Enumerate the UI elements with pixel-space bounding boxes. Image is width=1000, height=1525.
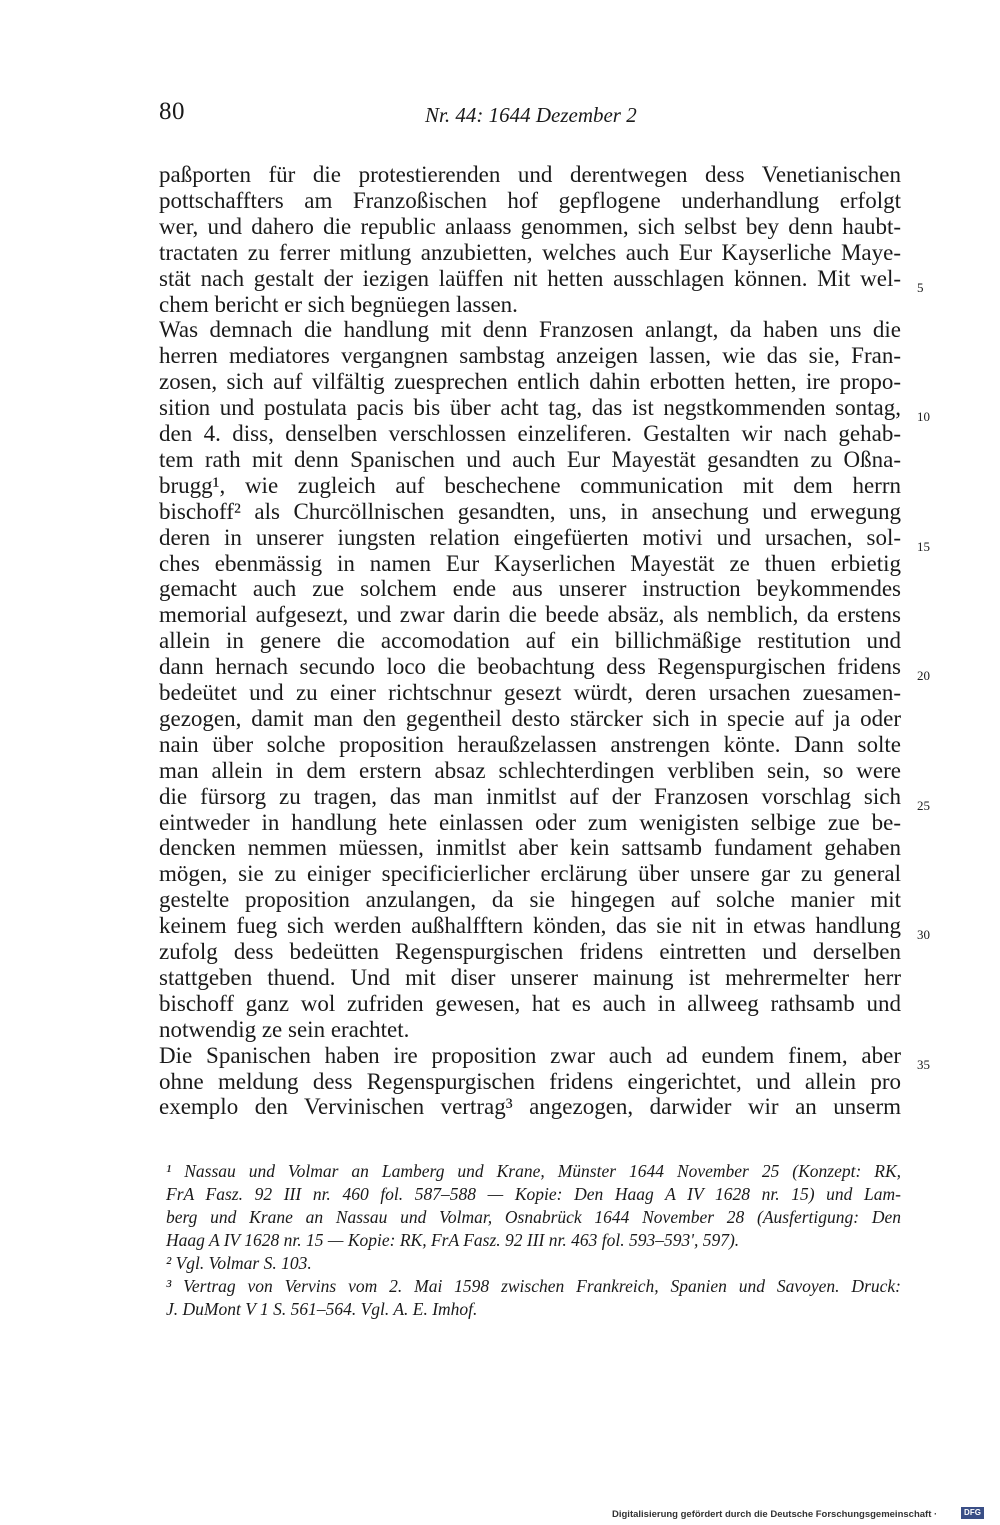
body-line: bischoff ganz wol zufriden gewesen, hat es auch in allweeg rathsamb und bbox=[159, 991, 901, 1016]
body-line: gezogen, damit man den gegentheil desto stärcker sich in specie auf ja oder bbox=[159, 706, 901, 731]
footnote-line: ³ Vertrag von Vervins vom 2. Mai 1598 zwischen Frankreich, Spanien und Savoyen. Druck: bbox=[166, 1276, 901, 1296]
footnote-line: J. DuMont V 1 S. 561–564. Vgl. A. E. Imhof. bbox=[166, 1299, 478, 1319]
margin-line-number: 10 bbox=[917, 409, 930, 424]
body-line: ohne meldung dess Regenspurgischen fridens eingerichtet, und allein pro bbox=[159, 1069, 901, 1094]
body-line: zosen, sich auf vilfältig zuesprechen entlich dahin erbotten hetten, ire propo- bbox=[159, 369, 901, 394]
footnote-line: FrA Fasz. 92 III nr. 460 fol. 587–588 — Kopie: Den Haag A IV 1628 nr. 15) und Lam- bbox=[166, 1184, 901, 1204]
body-line: Die Spanischen haben ire proposition zwar auch ad eundem finem, aber bbox=[159, 1043, 901, 1068]
body-line: notwendig ze sein erachtet. bbox=[159, 1017, 410, 1042]
body-line: herren mediatores vergangnen sambstag anzeigen lassen, wie das sie, Fran- bbox=[159, 343, 901, 368]
body-line: brugg¹, wie zugleich auf beschechene communication mit dem herrn bbox=[159, 473, 901, 498]
body-line: gemacht auch zue solchem ende aus unserer instruction beykommendes bbox=[159, 576, 901, 601]
body-line: deren in unserer iungsten relation eingefüerten motivi und ursachen, sol- bbox=[159, 525, 901, 550]
footnote-line: Haag A IV 1628 nr. 15 — Kopie: RK, FrA Fasz. 92 III nr. 463 fol. 593–593', 597). bbox=[166, 1230, 740, 1250]
body-line: keinem fueg sich werden außhalfftern könden, das sie nit in etwas handlung bbox=[159, 913, 901, 938]
body-line: exemplo den Vervinischen vertrag³ angezogen, darwider wir an unserm bbox=[159, 1094, 901, 1119]
body-line: memorial aufgesezt, und zwar darin die beede absäz, als nemblich, da erstens bbox=[159, 602, 901, 627]
body-line: zufolg dess bedeütten Regenspurgischen fridens eintretten und derselben bbox=[159, 939, 901, 964]
body-line: den 4. diss, denselben verschlossen einzeliferen. Gestalten wir nach gehab- bbox=[159, 421, 901, 446]
body-line: pottschaffters am Franzoßischen hof gepflogene underhandlung erfolgt bbox=[159, 188, 901, 213]
running-head: Nr. 44: 1644 Dezember 2 bbox=[425, 103, 637, 127]
margin-line-number: 30 bbox=[917, 927, 930, 942]
body-line: paßporten für die protestierenden und derentwegen dess Venetianischen bbox=[159, 162, 901, 187]
body-line: dencken nemmen müessen, inmitlst aber kein sattsamb fundament gehaben bbox=[159, 835, 901, 860]
body-line: bischoff² als Churcöllnischen gesandten, uns, in ansechung und erwegung bbox=[159, 499, 901, 524]
body-line: die fürsorg zu tragen, das man inmitlst auf der Franzosen vorschlag sich bbox=[159, 784, 901, 809]
footnote-line: berg und Krane an Nassau und Volmar, Osnabrück 1644 November 28 (Ausfertigung: Den bbox=[166, 1207, 901, 1227]
body-line: allein in genere die accomodation auf ein billichmäßige restitution und bbox=[159, 628, 901, 653]
body-line: wer, und dahero die republic anlaass genommen, sich selbst bey denn haubt- bbox=[159, 214, 901, 239]
body-line: mögen, sie zu einiger specificierlicher erclärung über unsere gar zu general bbox=[159, 861, 901, 886]
margin-line-number: 20 bbox=[917, 668, 930, 683]
body-line: nain über solche proposition heraußzelassen anstrengen könte. Dann solte bbox=[159, 732, 901, 757]
body-line: stät nach gestalt der iezigen laüffen nit hetten ausschlagen können. Mit wel- bbox=[159, 266, 901, 291]
digitization-credit: Digitalisierung gefördert durch die Deutsche Forschungsgemeinschaft · bbox=[612, 1509, 938, 1520]
body-line: tractaten zu ferrer mitlung anzubietten, welches auch Eur Kayserliche Maye- bbox=[159, 240, 901, 265]
body-line: sition und postulata pacis bis über acht tag, das ist negstkommenden sontag, bbox=[159, 395, 901, 420]
dfg-logo: DFG bbox=[961, 1507, 984, 1519]
margin-line-number: 15 bbox=[917, 539, 930, 554]
body-line: dann hernach secundo loco die beobachtung dess Regenspurgischen fridens bbox=[159, 654, 901, 679]
body-line: eintweder in handlung hete einlassen oder zum wenigisten selbige zue be- bbox=[159, 810, 901, 835]
body-line: chem bericht er sich begnüegen lassen. bbox=[159, 292, 518, 317]
body-line: gestelte proposition anzulangen, da sie hingegen auf solche manier mit bbox=[159, 887, 901, 912]
footnote-line: ¹ Nassau und Volmar an Lamberg und Krane, Münster 1644 November 25 (Konzept: RK, bbox=[166, 1161, 901, 1181]
body-line: Was demnach die handlung mit denn Franzosen anlangt, da haben uns die bbox=[159, 317, 901, 342]
body-line: ches ebenmässig in namen Eur Kayserlichen Mayestät ze thuen erbietig bbox=[159, 551, 901, 576]
body-line: man allein in dem erstern absaz schlechterdingen verbliben sein, so were bbox=[159, 758, 901, 783]
margin-line-number: 35 bbox=[917, 1057, 930, 1072]
margin-line-number: 5 bbox=[917, 280, 924, 295]
body-line: tem rath mit denn Spanischen und auch Eur Mayestät gesandten zu Oßna- bbox=[159, 447, 901, 472]
page-number: 80 bbox=[159, 98, 185, 125]
margin-line-number: 25 bbox=[917, 798, 930, 813]
body-line: stattgeben thuend. Und mit diser unserer mainung ist mehrermelter herr bbox=[159, 965, 901, 990]
body-line: bedeütet und zu einer richtschnur gesezt würdt, deren ursachen zuesamen- bbox=[159, 680, 901, 705]
footnote-line: ² Vgl. Volmar S. 103. bbox=[166, 1253, 312, 1273]
